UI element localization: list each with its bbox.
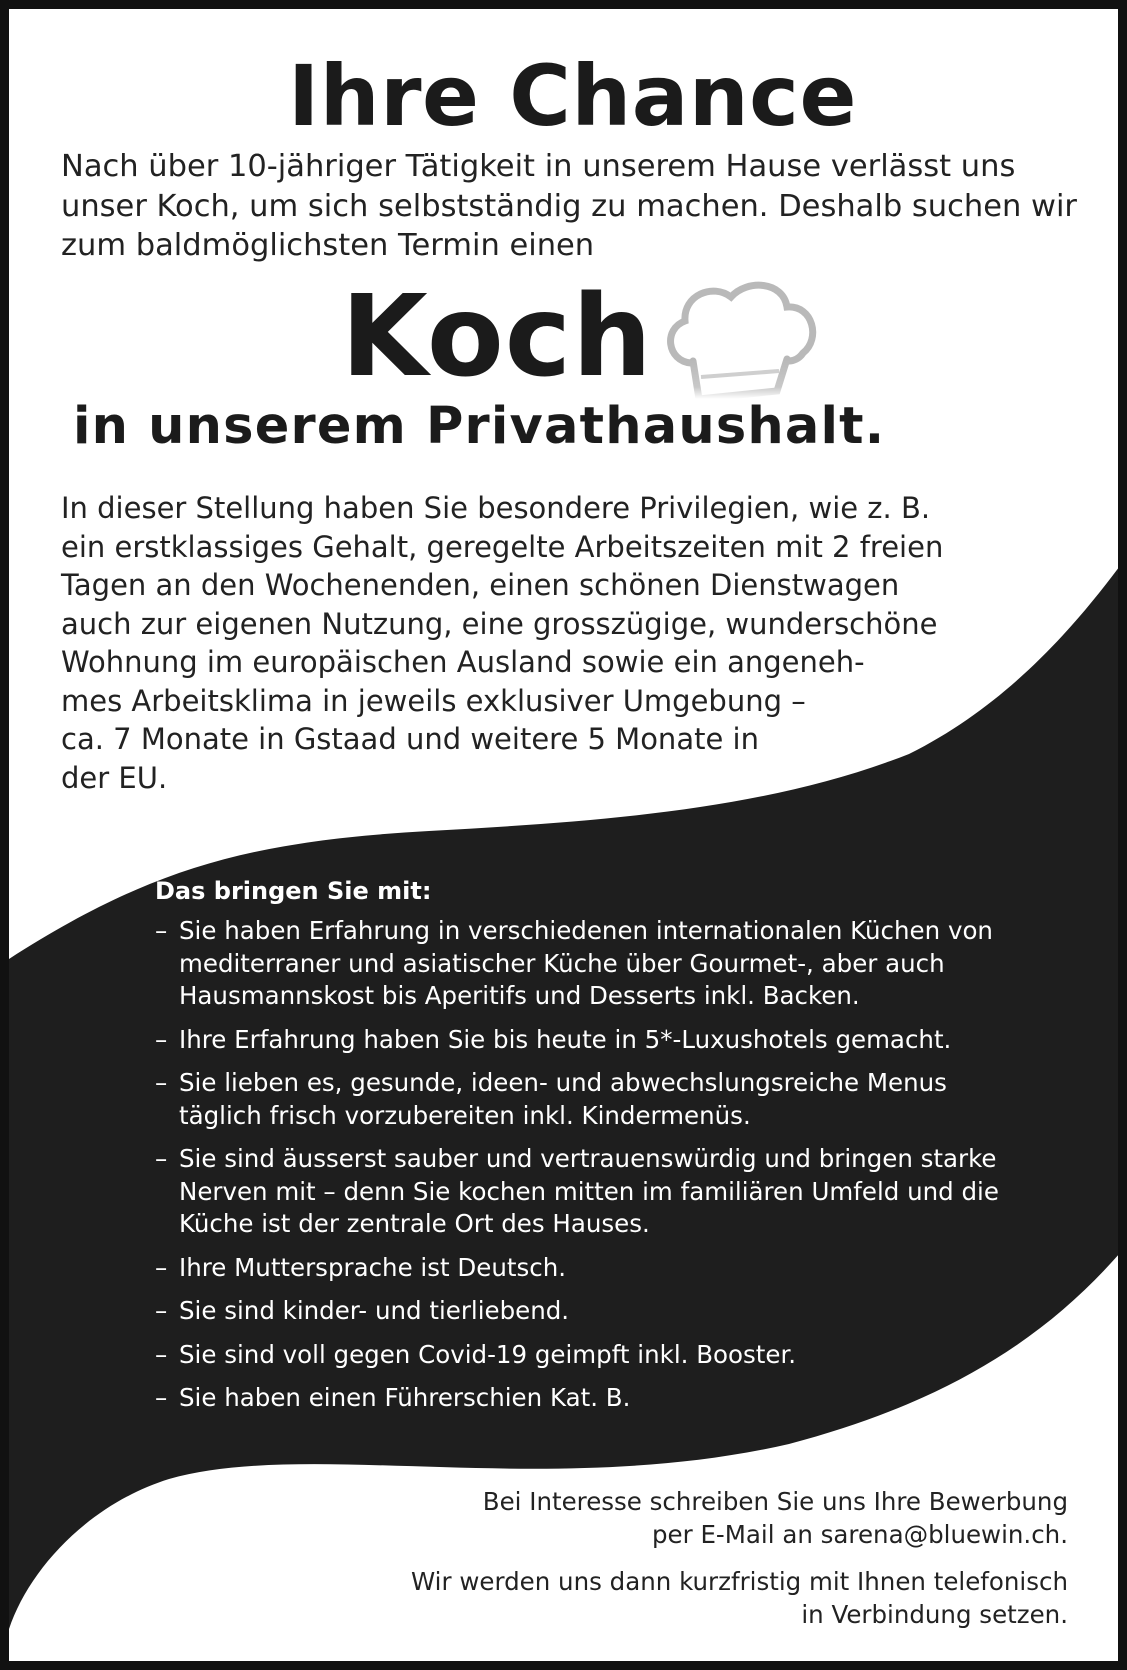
requirement-text: Sie haben Erfahrung in verschiedenen internationalen Küchen von mediterraner und asiatischer Küche über Gourmet-, aber auch Hausmannskost bis Aperitifs und Desserts inkl. Backen. xyxy=(179,916,993,1010)
requirements-title: Das bringen Sie mit: xyxy=(155,877,432,905)
list-item xyxy=(155,1024,1035,1057)
requirement-text: Sie sind äusserst sauber und vertrauenswürdig und bringen starke Nerven mit – denn Sie kochen mitten im familiären Umfeld und die Küche ist der zentrale Ort des Hauses. xyxy=(179,1144,999,1238)
list-item xyxy=(155,1382,1035,1415)
list-item xyxy=(155,1067,1035,1132)
chef-hat-icon xyxy=(661,277,821,407)
list-item xyxy=(155,1252,1035,1285)
requirement-text: Ihre Muttersprache ist Deutsch. xyxy=(179,1252,567,1282)
contact-section xyxy=(268,1485,1068,1645)
position-title: Koch xyxy=(341,272,653,402)
requirements-section xyxy=(155,877,1035,1426)
requirement-text: Sie haben einen Führerschien Kat. B. xyxy=(179,1383,631,1412)
contact-paragraph xyxy=(268,1565,1068,1631)
bullet-dash: – xyxy=(155,1068,168,1097)
bullet-dash: – xyxy=(155,916,168,945)
privileges-line: der EU. xyxy=(61,760,168,795)
headline: Ihre Chance xyxy=(288,47,857,145)
privileges-line: mes Arbeitsklima in jeweils exklusiver Umgebung – xyxy=(61,683,806,718)
contact-line: Bei Interesse schreiben Sie uns Ihre Bewerbung xyxy=(482,1487,1068,1516)
list-item xyxy=(155,915,1035,1013)
position-subtitle: in unserem Privathaushalt. xyxy=(73,397,886,456)
privileges-line: Wohnung im europäischen Ausland sowie ein angeneh- xyxy=(61,645,865,679)
contact-paragraph xyxy=(268,1485,1068,1551)
bullet-dash: – xyxy=(155,1296,168,1325)
requirements-list xyxy=(155,915,1035,1415)
requirement-text: Ihre Erfahrung haben Sie bis heute in 5*-Luxushotels gemacht. xyxy=(179,1024,952,1054)
privileges-line: In dieser Stellung haben Sie besondere Privilegien, wie z. B. xyxy=(61,491,931,525)
privileges-line: Tagen an den Wochenenden, einen schönen Dienstwagen xyxy=(61,568,900,602)
privileges-line: ein erstklassiges Gehalt, geregelte Arbeitszeiten mit 2 freien xyxy=(61,529,944,564)
list-item xyxy=(155,1143,1035,1241)
list-item xyxy=(155,1339,1035,1372)
requirement-text: Sie sind voll gegen Covid-19 geimpft inkl. Booster. xyxy=(179,1339,797,1369)
list-item xyxy=(155,1295,1035,1328)
privileges-line: ca. 7 Monate in Gstaad und weitere 5 Monate in xyxy=(61,722,759,756)
intro-text: Nach über 10-jähriger Tätigkeit in unserem Hause verlässt uns unser Koch, um sich selbstständig zu machen. Deshalb suchen wir zum baldmöglichsten Termin einen xyxy=(61,149,1077,263)
bullet-dash: – xyxy=(155,1339,168,1369)
requirement-text: Sie lieben es, gesunde, ideen- und abwechslungsreiche Menus täglich frisch vorzubereiten inkl. Kindermenüs. xyxy=(179,1068,947,1130)
contact-line: Wir werden uns dann kurzfristig mit Ihnen telefonisch xyxy=(411,1567,1068,1596)
contact-email-line: per E-Mail an sarena@bluewin.ch. xyxy=(651,1520,1068,1549)
contact-line: in Verbindung setzen. xyxy=(801,1600,1068,1629)
bullet-dash: – xyxy=(155,1383,168,1412)
bullet-dash: – xyxy=(155,1144,168,1173)
requirement-text: Sie sind kinder- und tierliebend. xyxy=(179,1296,570,1325)
privileges-text xyxy=(61,489,1061,797)
bullet-dash: – xyxy=(155,1252,168,1282)
bullet-dash: – xyxy=(155,1024,168,1054)
privileges-line: auch zur eigenen Nutzung, eine grosszügige, wunderschöne xyxy=(61,606,938,641)
